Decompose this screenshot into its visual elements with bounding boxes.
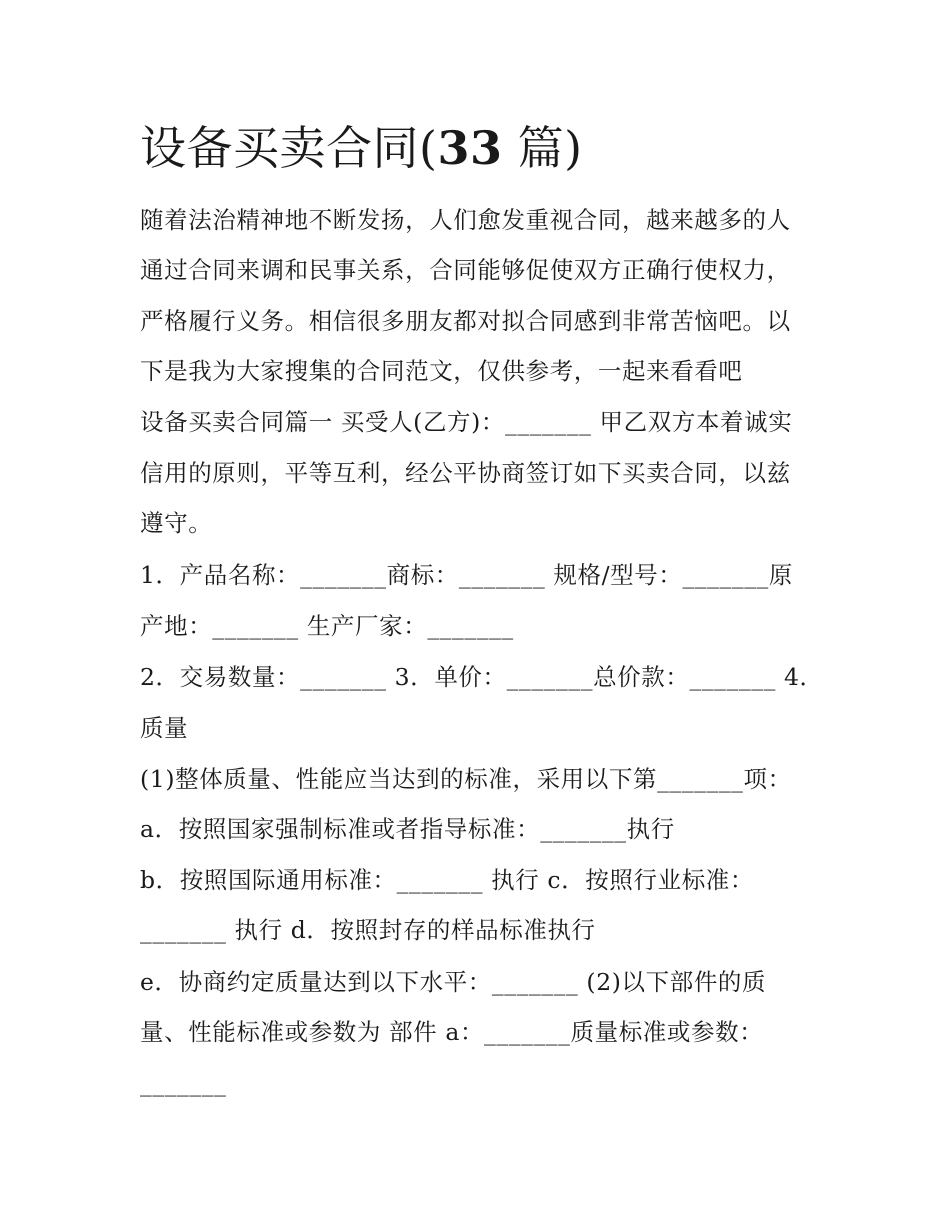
clause-4-e-line: e．协商约定质量达到以下水平：_______ (2)以下部件的质 — [140, 968, 767, 996]
clause-4-2-line: 量、性能标准或参数为 部件 a：_______质量标准或参数： — [140, 1018, 764, 1046]
title-prefix: 设备买卖合同( — [140, 121, 438, 175]
contract-heading-line: 设备买卖合同篇一 买受人(乙方)：_______ 甲乙双方本着诚实 — [140, 408, 793, 436]
clause-2-3-line: 2．交易数量：_______ 3．单价：_______总价款：_______ 4． — [140, 663, 824, 691]
clause-4-2-blank: _______ — [140, 1069, 227, 1097]
title-number: 33 — [437, 121, 503, 175]
intro-line-4: 下是我为大家搜集的合同范文，仅供参考，一起来看看吧 — [140, 357, 743, 385]
clause-4-1-line: (1)整体质量、性能应当达到的标准，采用以下第_______项： — [140, 765, 792, 793]
intro-line-3: 严格履行义务。相信很多朋友都对拟合同感到非常苦恼吧。以 — [140, 307, 791, 335]
title-suffix: 篇) — [502, 121, 583, 175]
contract-intro-line: 信用的原则，平等互利，经公平协商签订如下买卖合同，以兹 — [140, 459, 791, 487]
clause-4-a-line: a．按照国家强制标准或者指导标准：_______执行 — [140, 815, 675, 843]
clause-4-b-c-line: b．按照国际通用标准：_______ 执行 c．按照行业标准： — [140, 866, 754, 894]
clause-1-line-1: 1．产品名称：_______商标：_______ 规格/型号：_______原 — [140, 561, 793, 589]
contract-intro-end: 遵守。 — [140, 509, 213, 537]
clause-4-heading: 质量 — [140, 714, 189, 742]
intro-line-1: 随着法治精神地不断发扬，人们愈发重视合同，越来越多的人 — [140, 206, 791, 234]
document-title — [140, 116, 583, 180]
clause-4-d-line: _______ 执行 d．按照封存的样品标准执行 — [140, 916, 596, 944]
intro-line-2: 通过合同来调和民事关系，合同能够促使双方正确行使权力， — [140, 256, 791, 284]
clause-1-line-2: 产地：_______ 生产厂家：_______ — [140, 612, 514, 640]
